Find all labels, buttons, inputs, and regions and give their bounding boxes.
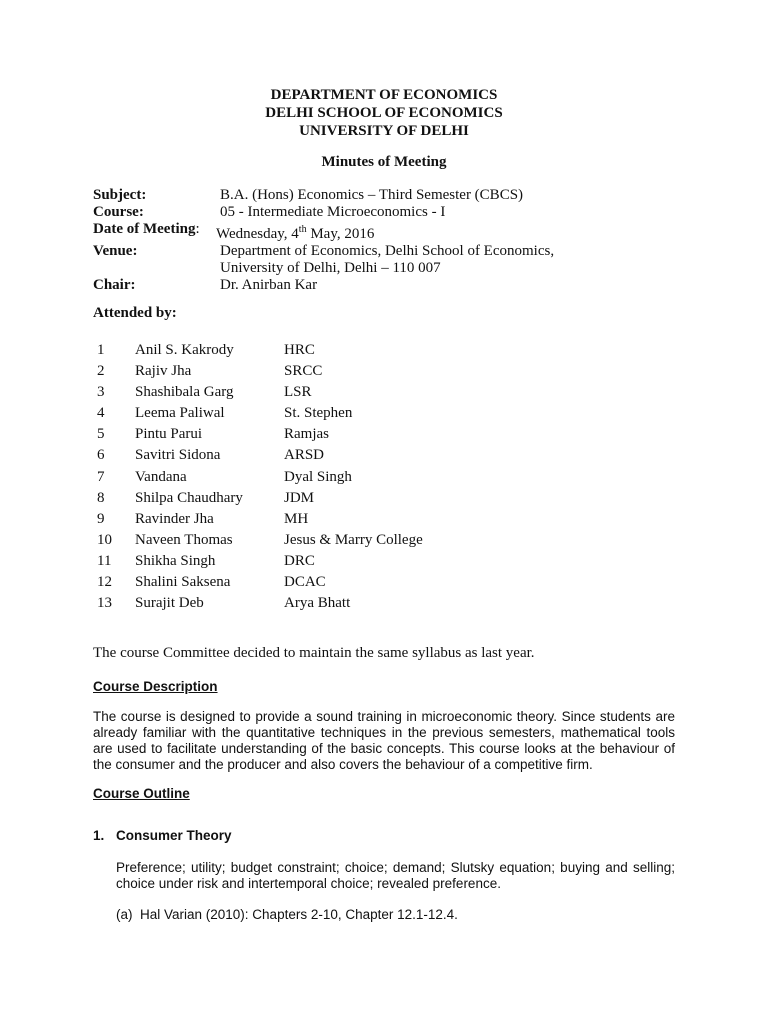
attendee-number: 7	[97, 468, 105, 485]
subject-value: B.A. (Hons) Economics – Third Semester (CBCS)	[220, 187, 524, 203]
attendee-row	[97, 509, 423, 530]
date-value: Wednesday, 4th May, 2016	[216, 224, 375, 242]
attendee-number: 9	[97, 510, 105, 527]
attendee-row	[97, 551, 423, 572]
course-row	[93, 204, 554, 221]
attendee-name: Shashibala Garg	[135, 384, 234, 401]
date-row	[93, 221, 554, 243]
attendee-row	[97, 467, 423, 488]
attendee-name: Vandana	[135, 468, 187, 485]
attendee-name: Shikha Singh	[135, 552, 216, 569]
attendee-college: Dyal Singh	[284, 468, 352, 485]
attendee-row	[97, 572, 423, 593]
attendee-row	[97, 403, 423, 424]
attendee-number: 2	[97, 363, 105, 380]
venue-row	[93, 243, 554, 260]
attendee-name: Surajit Deb	[135, 595, 204, 612]
attendee-number: 6	[97, 447, 105, 464]
header-school: DELHI SCHOOL OF ECONOMICS	[265, 105, 503, 121]
attended-by-label: Attended by:	[93, 305, 177, 321]
subject-label: Subject:	[93, 187, 147, 203]
chair-value: Dr. Anirban Kar	[220, 277, 318, 293]
attendee-college: ARSD	[284, 447, 325, 464]
attendee-list	[97, 340, 423, 614]
attendee-college: HRC	[284, 342, 315, 358]
course-label: Course:	[93, 204, 144, 220]
attendee-number: 13	[97, 595, 112, 612]
course-description-text: The course is designed to provide a sound training in microeconomic theory. Since students are already familiar with the quantitative techniques in the previous semesters, mathematical tools are used to facilitate understanding of the basic concepts. This course looks at the behaviour of the consumer and the producer and also covers the behaviour of a competitive firm.	[93, 709, 675, 772]
attendee-row	[97, 530, 423, 551]
minutes-title: Minutes of Meeting	[321, 154, 447, 170]
committee-decision: The course Committee decided to maintain the same syllabus as last year.	[93, 645, 535, 661]
attendee-row	[97, 340, 423, 361]
attendee-number: 8	[97, 489, 105, 506]
reference-text: Hal Varian (2010): Chapters 2-10, Chapter 12.1-12.4.	[140, 907, 458, 922]
attendee-name: Ravinder Jha	[135, 510, 214, 527]
document-header	[0, 86, 768, 140]
attendee-number: 5	[97, 426, 105, 443]
course-outline-heading: Course Outline	[93, 786, 190, 801]
attendee-row	[97, 593, 423, 614]
attendee-name: Leema Paliwal	[135, 405, 225, 422]
attendee-number: 3	[97, 384, 105, 401]
attendee-number: 11	[97, 552, 112, 569]
attendee-name: Pintu Parui	[135, 426, 203, 443]
attendee-name: Savitri Sidona	[135, 447, 221, 464]
attendee-college: Jesus & Marry College	[284, 531, 423, 548]
chair-row	[93, 277, 554, 294]
attendee-college: JDM	[284, 489, 315, 506]
attendee-row	[97, 424, 423, 445]
attendee-row	[97, 382, 423, 403]
section-number: 1.	[93, 828, 105, 843]
attendee-number: 1	[97, 342, 105, 358]
attendee-college: MH	[284, 510, 309, 527]
attendee-name: Anil S. Kakrody	[135, 342, 234, 358]
meeting-details	[93, 187, 554, 294]
attendee-number: 4	[97, 405, 105, 422]
consumer-theory-text: Preference; utility; budget constraint; choice; demand; Slutsky equation; buying and selling; choice under risk and intertemporal choice; revealed preference.	[116, 860, 675, 891]
header-department: DEPARTMENT OF ECONOMICS	[270, 87, 498, 103]
venue-label: Venue:	[93, 243, 138, 259]
attendee-college: St. Stephen	[284, 405, 353, 422]
header-university: UNIVERSITY OF DELHI	[299, 123, 469, 139]
attendee-college: SRCC	[284, 363, 323, 380]
attendee-name: Shilpa Chaudhary	[135, 489, 243, 506]
chair-label: Chair:	[93, 277, 136, 293]
reference-label: (a)	[116, 907, 133, 922]
attendee-college: DRC	[284, 552, 315, 569]
course-description-heading: Course Description	[93, 679, 218, 694]
attendee-row	[97, 488, 423, 509]
attendee-row	[97, 445, 423, 466]
date-label: Date of Meeting:	[93, 221, 200, 237]
attendee-row	[97, 361, 423, 382]
attendee-name: Naveen Thomas	[135, 531, 233, 548]
attendee-college: Ramjas	[284, 426, 329, 443]
attendee-number: 10	[97, 531, 112, 548]
attendee-college: LSR	[284, 384, 312, 401]
attendee-college: Arya Bhatt	[284, 595, 351, 612]
venue-line-1: Department of Economics, Delhi School of Economics,	[220, 243, 555, 259]
reference-item	[116, 907, 458, 922]
attendee-college: DCAC	[284, 574, 326, 591]
section-title: Consumer Theory	[116, 828, 232, 843]
consumer-theory-heading	[93, 828, 232, 843]
venue-line-2: University of Delhi, Delhi – 110 007	[220, 260, 441, 276]
attendee-number: 12	[97, 574, 112, 591]
course-value: 05 - Intermediate Microeconomics - I	[220, 204, 446, 220]
subject-row	[93, 187, 554, 204]
attendee-name: Shalini Saksena	[135, 574, 231, 591]
attendee-name: Rajiv Jha	[135, 363, 192, 380]
